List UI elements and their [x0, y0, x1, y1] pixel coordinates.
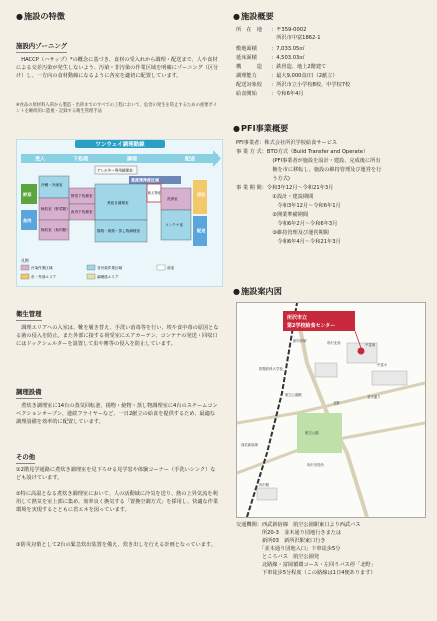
room-g-label: 揚物・焼物・蒸し物調理室 [97, 229, 141, 233]
diagram-title: ワンウェイ調理動線 [95, 142, 145, 148]
pfi-line-1: PFI事業者：株式会社所沢学校給食サービス [236, 140, 338, 146]
map-label-6: 西武新宿線 [241, 443, 258, 447]
room-d-label: 検収室（野菜類） [41, 207, 70, 211]
step-2: 下処理 [73, 156, 89, 163]
map-label-7: 航空公園 [305, 431, 319, 435]
map-label-8: 所沢市役所 [307, 463, 324, 467]
map-label-5: 所沢駅 [259, 483, 270, 487]
step-1: 受入 [35, 156, 46, 163]
overview-key-7: 給食開始 [236, 91, 257, 97]
legend-1: 汚染作業区域 [31, 266, 53, 270]
facility-marker [358, 348, 365, 355]
pfi-line-5: う方式) [236, 176, 290, 182]
hygiene-text: 調理エリアへの入室は、靴を履き替え、手洗い消毒等を行い、埃や食中毒の原因となる菌の侵入を防止。また外部に接する荷受室にエアカーテン、コンテナの発送・回収口にはドックシェルターを設置して虫や塵等の侵入を防止しています。 [16, 325, 219, 348]
other-title: その他 [16, 453, 35, 464]
park-area [297, 413, 342, 453]
zoning-text: HACCP（ハサップ）*の概念に基づき、食材の受入れから調理・配送まで、人や食材による交差汚染が発生しないよう、汚染・非汚染の作業区域を明確にゾーニング（区分け）し、一方向の食材動線になるように各室を適切に配置しています。 [16, 57, 219, 80]
pfi-line-9: ②開業準備期間 [236, 212, 309, 218]
map-label-12: 並木通り [367, 395, 381, 399]
overview-key-6: 配送対象校 [236, 82, 262, 88]
room-j-label: コンテナ室 [165, 223, 183, 227]
overview-row-2: 敷地面積 ： 7,033.05㎡ [236, 46, 305, 52]
flow-arrow-head [213, 150, 221, 167]
overview-value-5: 最大9,000食/日（2献立） [276, 73, 338, 79]
return-label: 回収 [197, 192, 206, 197]
overview-value-1: 〒359-0002 所沢市中富1862-1 [276, 27, 321, 42]
pfi-line-6: 事 業 期 間：令和3年12月～令和21年3月 [236, 185, 334, 191]
step-3: 調理 [127, 156, 138, 163]
pfi-line-11: ③維持管理及び運営期間 [236, 230, 329, 236]
overview-value-3: 4,503.03㎡ [276, 55, 305, 61]
overview-row-5: 調理能力 ： 最大9,000食/日（2献立） [236, 73, 338, 79]
map-label-10: 北野 [333, 401, 340, 405]
pfi-line-8: 令和3年12月～令和6年1月 [236, 203, 341, 209]
fish-label: 魚肉 [23, 218, 32, 223]
room-e-label: 検収室（魚肉類） [41, 228, 70, 232]
overview-key-5: 調理能力 [236, 73, 257, 79]
hygiene-title: 衛生管理 [16, 310, 42, 321]
room-f-label: 煮炊き調理室 [107, 201, 129, 205]
badge-line2: 第2学校給食センター [287, 323, 336, 329]
pfi-line-2: 事 業 方 式：BTO方式（Build Transfer and Operate） [236, 149, 369, 155]
other-item-2: ②特に高温となる煮炊き調理室において、人の活動域に冷気を送り、熱の上昇気流を利用して熱気を室上部に集め、効率良く換気する「置換空調方式」を採用し、快適な作業環境を実現するとともに省エネを図っています。 [16, 491, 219, 514]
overview-row-3: 延床面積 ： 4,503.03㎡ [236, 55, 305, 61]
features-title: ● 施設の特徴 [16, 10, 65, 23]
map-label-9: 防衛医科大学校 [259, 367, 283, 371]
room-b-label: 野菜下処理室 [71, 194, 93, 198]
zoning-note: ※食品の原材料入荷から製造・出荷までのすべての工程において、危害の発生を防止するための重要ポイントを継続的に監視・記録する衛生管理手法 [16, 103, 218, 115]
block-3 [315, 363, 337, 377]
overview-row-4: 構 造 ： 鉄骨造、地上2階建て [236, 64, 327, 70]
other-item-1: ①2階見学通路に煮炊き調理室を見下ろせる見学窓や体験コーナー（手洗いシンク）なども設けています。 [16, 467, 216, 482]
overview-title: ● 施設概要 [233, 10, 274, 23]
block-4 [257, 488, 277, 500]
overview-value-6: 所沢市立小学校8校、中学校7校 [276, 82, 351, 88]
legend-4: 市・外部エリア [31, 275, 57, 279]
pfi-line-4: 権を市に移転し、施設の維持管理及び運営を行 [236, 167, 382, 173]
pfi-line-12: 令和6年4月～令和21年3月 [236, 239, 341, 245]
allergy-label: アレルギー専用調理室 [97, 168, 133, 173]
delivery-label: 配送 [197, 228, 206, 233]
map-label-2: 所沢北高 [327, 341, 341, 345]
pfi-line-7: ①設計・建設期間 [236, 194, 314, 200]
room-h-label: 和え物室 [148, 191, 161, 195]
pfi-line-3: (PFI事業者が施設を設計・建設、完成後に所有 [236, 158, 381, 164]
pfi-title: ● PFI事業概要 [233, 122, 288, 135]
map-label-1: 中富南 [365, 343, 376, 347]
badge-line1: 所沢市立 [287, 315, 308, 321]
overview-row-7: 給食開始 ： 令和6年4月 [236, 91, 304, 97]
map-title: ● 施設案内図 [233, 285, 282, 298]
clean-zone-label: 高度清浄度区域 [131, 177, 159, 183]
other-item-3: ③防災対策として2台の緊急炊出装置を備え、炊き出しを行える計画となっています。 [16, 542, 216, 548]
room-a-label: 冷蔵・冷凍室 [41, 183, 63, 187]
overview-key-4: 構 造 [236, 64, 262, 70]
zoning-title: 施設内ゾーニング [16, 42, 67, 53]
map-label-11: 中富小 [377, 363, 388, 367]
overview-key-2: 敷地面積 [236, 46, 257, 52]
block-2 [372, 371, 407, 385]
pfi-line-10: 令和6年2月～令和6年3月 [236, 221, 338, 227]
veg-label: 野菜 [23, 192, 32, 197]
equipment-title: 調理設備 [16, 388, 42, 399]
overview-row-1: 所 在 地 ： 〒359-0002 所沢市中富1862-1 [236, 27, 321, 42]
room-c-label: 魚肉下処理室 [71, 210, 93, 214]
one-way-flow-diagram [16, 139, 223, 287]
facility-map[interactable] [236, 302, 426, 518]
room-a [39, 176, 69, 198]
return-box [193, 180, 207, 214]
overview-key-3: 延床面積 [236, 55, 257, 61]
overview-value-7: 令和6年4月 [276, 91, 304, 97]
map-label-3: 新所沢駅 [293, 339, 307, 343]
overview-value-2: 7,033.05㎡ [276, 46, 305, 52]
transport-info: 交通機関：西武新宿線 航空公園駅東口より西武バス 所20-3 並木通り団地行きまたは 新所03 新所沢駅東口行き 「並木通り団地入口」下車徒歩5分 ところバス 航空公園発 北路線・富岡循環コース・左回りバス停「北野」 下車徒歩5分程度（この路線は1日4便あります） [236, 522, 376, 577]
room-i-label: 洗浄室 [167, 197, 178, 201]
legend-2: 非汚染作業区域 [97, 266, 123, 270]
diagram-svg [17, 140, 222, 286]
overview-value-4: 鉄骨造、地上2階建て [276, 64, 327, 70]
overview-key-1: 所 在 地 [236, 27, 262, 33]
step-4: 配送 [185, 156, 196, 163]
overview-row-6: 配送対象校 ： 所沢市立小学校8校、中学校7校 [236, 82, 351, 88]
map-label-4: 航空公園駅 [285, 393, 302, 397]
legend-title: 凡例 [21, 258, 29, 263]
legend-5: 調理員エリア [97, 275, 119, 279]
equipment-text: 煮炊き調理室に14台の蒸気回転釜、揚物・焼物・蒸し物調理室に4台のスチームコンベクションオーブン、連続フライヤーなど、一日2献立の給食を提供するため、最適な調理設備を効率的に配置しています。 [16, 403, 218, 426]
legend-3: 前室 [167, 266, 175, 270]
